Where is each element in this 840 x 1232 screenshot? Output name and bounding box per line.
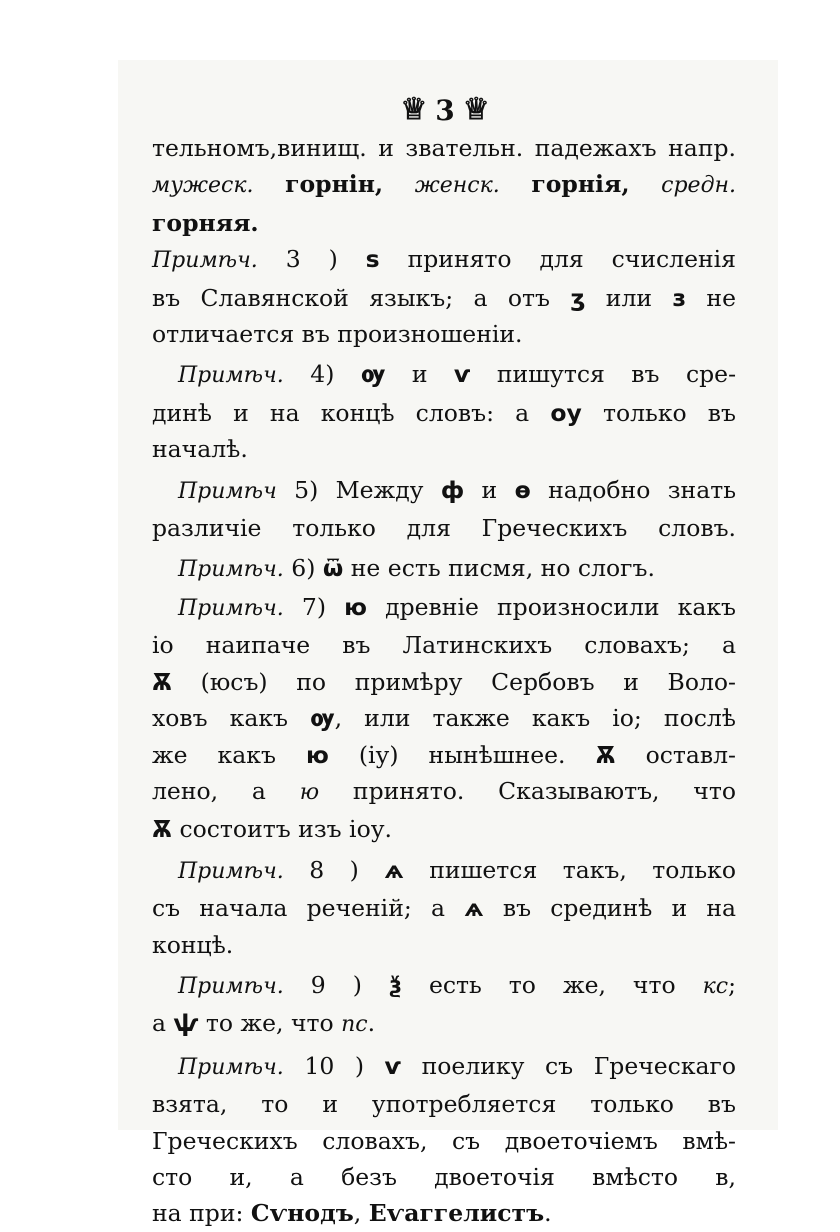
text-run: то же, что [198, 1009, 342, 1038]
letter-glyph: ю [299, 779, 320, 805]
text-run: пишется такъ, только [403, 855, 736, 884]
text-line [152, 1195, 736, 1231]
text-line [152, 510, 736, 546]
text-run: 10 ) [283, 1051, 385, 1080]
note-label: Примѣч. [178, 595, 284, 621]
text-run: или [585, 283, 673, 312]
text-run: принято для счисленія [379, 245, 736, 274]
text-line [152, 431, 736, 467]
text-run: . [544, 1199, 552, 1228]
text-run: же какъ [152, 740, 306, 769]
example-word: горнін, [253, 170, 415, 199]
text-run: состоитъ изъ іоу. [171, 815, 393, 844]
text-run: принято. Сказываютъ, что [319, 776, 736, 805]
text-line [152, 927, 736, 963]
text-run: (іу) нынѣшнее. [328, 740, 596, 769]
text-run: надобно знать [530, 475, 737, 504]
text-run: и [464, 475, 515, 504]
note-label: Примѣч. [178, 557, 284, 583]
text-run: іо наипаче въ Латинскихъ словахъ; а [152, 631, 736, 660]
text-line [152, 395, 736, 431]
example-word: Еѵаггелистъ [368, 1199, 545, 1228]
letter-glyph: ѧ [464, 894, 484, 923]
letter-glyph: ѯ [388, 970, 402, 999]
text-run: , или также какъ іо; послѣ [334, 704, 736, 733]
letter-glyph: ѵ [454, 360, 471, 389]
crown-ornament-right-icon: ♕ [462, 92, 490, 127]
letter-glyph: ю [344, 592, 368, 621]
letter-glyph: ю [305, 740, 329, 769]
text-run: тельномъ,винищ. и звательн. падежахъ напр. [152, 134, 736, 162]
text-line [152, 773, 736, 811]
letter-glyph: ѱ [173, 1009, 199, 1038]
text-run: . [367, 1009, 376, 1038]
text-run: (юсъ) по примѣру Сербовъ и Воло- [171, 667, 736, 696]
letter-glyph: ѧ [384, 855, 404, 884]
text-run: оставл- [615, 740, 736, 769]
letter-glyph: ѳ [514, 475, 531, 504]
text-line [152, 166, 736, 241]
note-label: Примѣч [178, 478, 277, 504]
letter-glyph: Ѫ [152, 667, 172, 696]
text-run: древніе произносили какъ [367, 592, 737, 621]
text-line [152, 852, 736, 890]
letter-glyph: ѹ [360, 360, 386, 389]
text-line [152, 280, 736, 316]
text-line [152, 589, 736, 627]
page-number: 3 [435, 93, 455, 127]
text-run: ; [728, 970, 737, 999]
text-run: съ начала реченій; а [152, 894, 465, 923]
text-run: 3 ) [257, 245, 366, 274]
note-label: Примѣч. [178, 973, 284, 999]
text-run: поелику съ Греческаго [401, 1051, 737, 1080]
text-run: 6) [283, 554, 323, 583]
crown-ornament-left-icon: ♕ [400, 92, 428, 127]
gender-label: средн. [661, 173, 736, 199]
text-line [152, 967, 736, 1005]
text-line [152, 130, 736, 166]
text-line [152, 737, 736, 773]
example-word: горняя. [152, 208, 259, 237]
text-line [152, 241, 736, 279]
text-run: различіе только для Греческихъ словъ. [152, 514, 736, 543]
text-run: не есть писмя, но слогъ. [343, 554, 655, 583]
text-run: есть то же, что [401, 970, 703, 999]
text-line [152, 1005, 736, 1043]
page-header [390, 92, 500, 128]
text-run: , [353, 1199, 369, 1228]
text-run: и [385, 360, 455, 389]
letter-glyph: кс [702, 973, 729, 999]
text-run: Греческихъ словахъ, съ двоеточіемъ вмѣ- [152, 1126, 736, 1155]
text-run: 9 ) [283, 970, 389, 999]
text-line [152, 316, 736, 352]
example-word: Сѵнодъ [250, 1199, 354, 1228]
text-run: не [686, 283, 737, 312]
text-run: только въ [581, 398, 736, 427]
letter-glyph: з [672, 283, 687, 312]
text-run: сто и, а безъ двоеточія вмѣсто в, [152, 1162, 736, 1191]
text-line [152, 627, 736, 663]
note-label: Примѣч. [178, 363, 284, 389]
text-run: лено, а [152, 776, 300, 805]
text-line [152, 1159, 736, 1195]
letter-glyph: ѹ [310, 704, 335, 733]
text-run: началѣ. [152, 435, 248, 464]
text-run: 5) Между [276, 475, 441, 504]
text-line [152, 664, 736, 700]
letter-glyph: Ѫ [152, 815, 172, 844]
text-line [152, 550, 736, 588]
text-run: а [152, 1009, 174, 1038]
letter-glyph: ѿ [322, 554, 344, 583]
text-run: въ срединѣ и на [483, 894, 736, 923]
text-run: 8 ) [283, 855, 385, 884]
text-run: концѣ. [152, 930, 234, 959]
letter-glyph: оу [550, 398, 582, 427]
text-line [152, 1048, 736, 1086]
body-text [152, 130, 736, 1232]
text-line [152, 700, 736, 736]
text-run: въ Славянской языкъ; а отъ [152, 283, 571, 312]
letter-glyph: Ѫ [595, 740, 616, 769]
letter-glyph: пс [341, 1012, 368, 1038]
note-label: Примѣч. [178, 858, 284, 884]
text-run: пишутся въ сре- [470, 360, 737, 389]
text-run: 7) [283, 592, 345, 621]
example-word: горнія, [499, 170, 662, 199]
text-run: 4) [283, 360, 361, 389]
text-line [152, 890, 736, 926]
text-run: отличается въ произношеніи. [152, 320, 523, 349]
text-run: ховъ какъ [152, 704, 311, 733]
text-line [152, 472, 736, 510]
letter-glyph: s [365, 245, 380, 274]
letter-glyph: ӡ [570, 283, 586, 312]
text-line [152, 811, 736, 847]
text-run: динѣ и на концѣ словъ: а [152, 398, 551, 427]
gender-label: мужеск. [152, 173, 254, 199]
letter-glyph: ф [440, 475, 465, 504]
note-label: Примѣч. [178, 1054, 284, 1080]
letter-glyph: ѵ [384, 1051, 401, 1080]
text-run: взята, то и употребляется только въ [152, 1090, 736, 1119]
text-line [152, 356, 736, 394]
text-line [152, 1123, 736, 1159]
text-line [152, 1086, 736, 1122]
text-run: на при: [152, 1199, 251, 1228]
gender-label: женск. [414, 173, 500, 199]
note-label: Примѣч. [152, 248, 258, 274]
